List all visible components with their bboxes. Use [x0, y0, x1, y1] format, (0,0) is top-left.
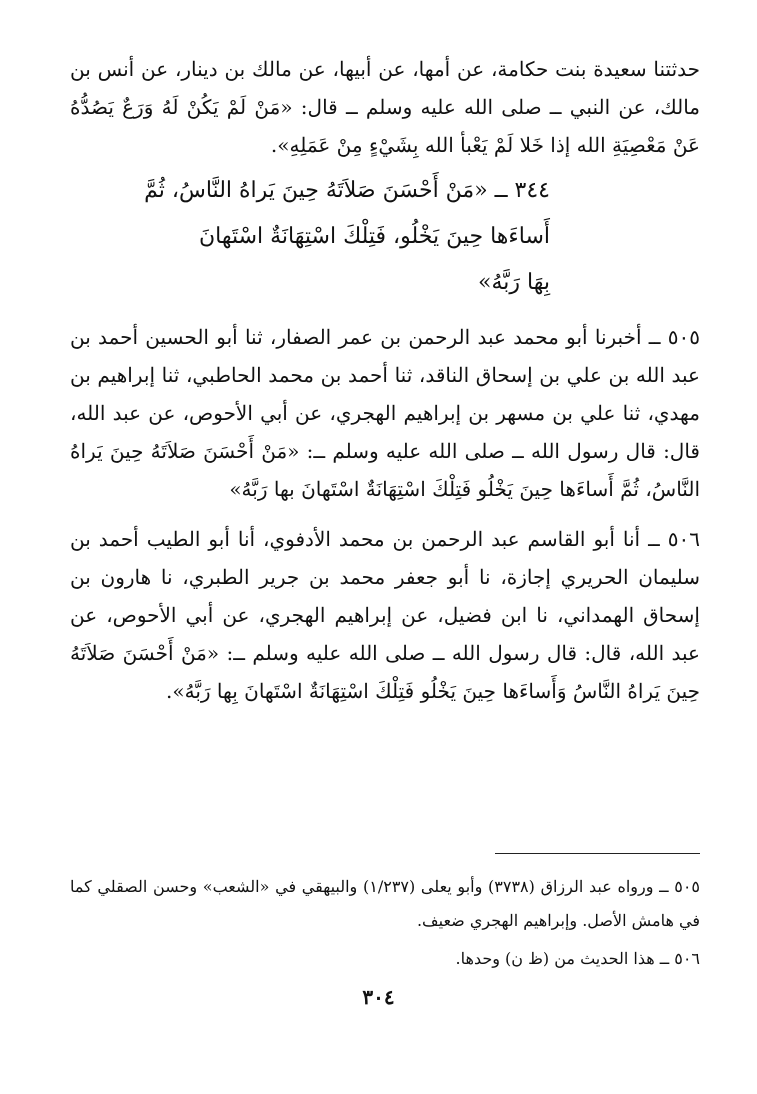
verse-line-3: بِهَا رَبَّهُ» [478, 270, 550, 295]
verse-line-1: ٣٤٤ ــ «مَنْ أَحْسَنَ صَلاَتَهُ حِينَ يَراهُ النَّاسُ، ثُمَّ [144, 178, 550, 203]
paragraph-hadith-506: ٥٠٦ ــ أنا أبو القاسم عبد الرحمن بن محمد الأدفوي، أنا أبو الطيب أحمد بن سليمان الحريري إجازة، نا أبو جعفر محمد بن جرير الطبري، نا هارون بن إسحاق الهمداني، نا ابن فضيل، عن إبراهيم الهجري، عن أبي الأحوص، عن عبد الله، قال: قال رسول الله ــ صلى الله عليه وسلم ــ: «مَنْ أَحْسَنَ صَلاَتَهُ حِينَ يَراهُ النَّاسُ وَأَساءَها حِينَ يَخْلُو فَتِلْكَ اسْتِهَانَةٌ اسْتَهانَ بِها رَبَّهُ». [70, 527, 700, 703]
page-number: ٣٠٤ [362, 985, 395, 1009]
footnote-divider [495, 853, 700, 854]
paragraph-hadith-505: ٥٠٥ ــ أخبرنا أبو محمد عبد الرحمن بن عمر الصفار، ثنا أبو الحسين أحمد بن عبد الله بن علي بن إسحاق الناقد، ثنا أحمد بن محمد الحاطبي، ثنا إبراهيم بن مهدي، ثنا علي بن مسهر بن إبراهيم الهجري، عن أبي الأحوص، عن عبد الله، قال: قال رسول الله ــ صلى الله عليه وسلم ــ: «مَنْ أَحْسَنَ صَلاَتَهُ حِينَ يَراهُ النَّاسُ، ثُمَّ أَساءَها حِينَ يَخْلُو فَتِلْكَ اسْتِهَانَةٌ اسْتَهانَ بها رَبَّهُ» [70, 325, 700, 501]
page-body [70, 50, 700, 710]
footnotes [70, 870, 700, 976]
paragraph-hadith-intro: حدثتنا سعيدة بنت حكامة، عن أمها، عن أبيها، عن مالك بن دينار، عن أنس بن مالك، عن النبي ــ صلى الله عليه وسلم ــ قال: «مَنْ لَمْ يَكُنْ لَهُ وَرَعٌ يَصُدُّهُ عَنْ مَعْصِيَةِ الله إذا خَلا لَمْ يَعْبأ الله بِشَيْءٍ مِنْ عَمَلِهِ». [70, 57, 700, 157]
footnote-505: ٥٠٥ ــ ورواه عبد الرزاق (٣٧٣٨) وأبو يعلى (١/٢٣٧) والبيهقي في «الشعب» وحسن الصقلي كما في هامش الأصل. وإبراهيم الهجري ضعيف. [70, 877, 701, 930]
footnote-506: ٥٠٦ ــ هذا الحديث من (ظ ن) وحدها. [455, 949, 700, 968]
hadith-heading-344 [70, 168, 550, 306]
verse-line-2: أَساءَها حِينَ يَخْلُو، فَتِلْكَ اسْتِهَانَةٌ اسْتَهانَ [198, 224, 550, 249]
